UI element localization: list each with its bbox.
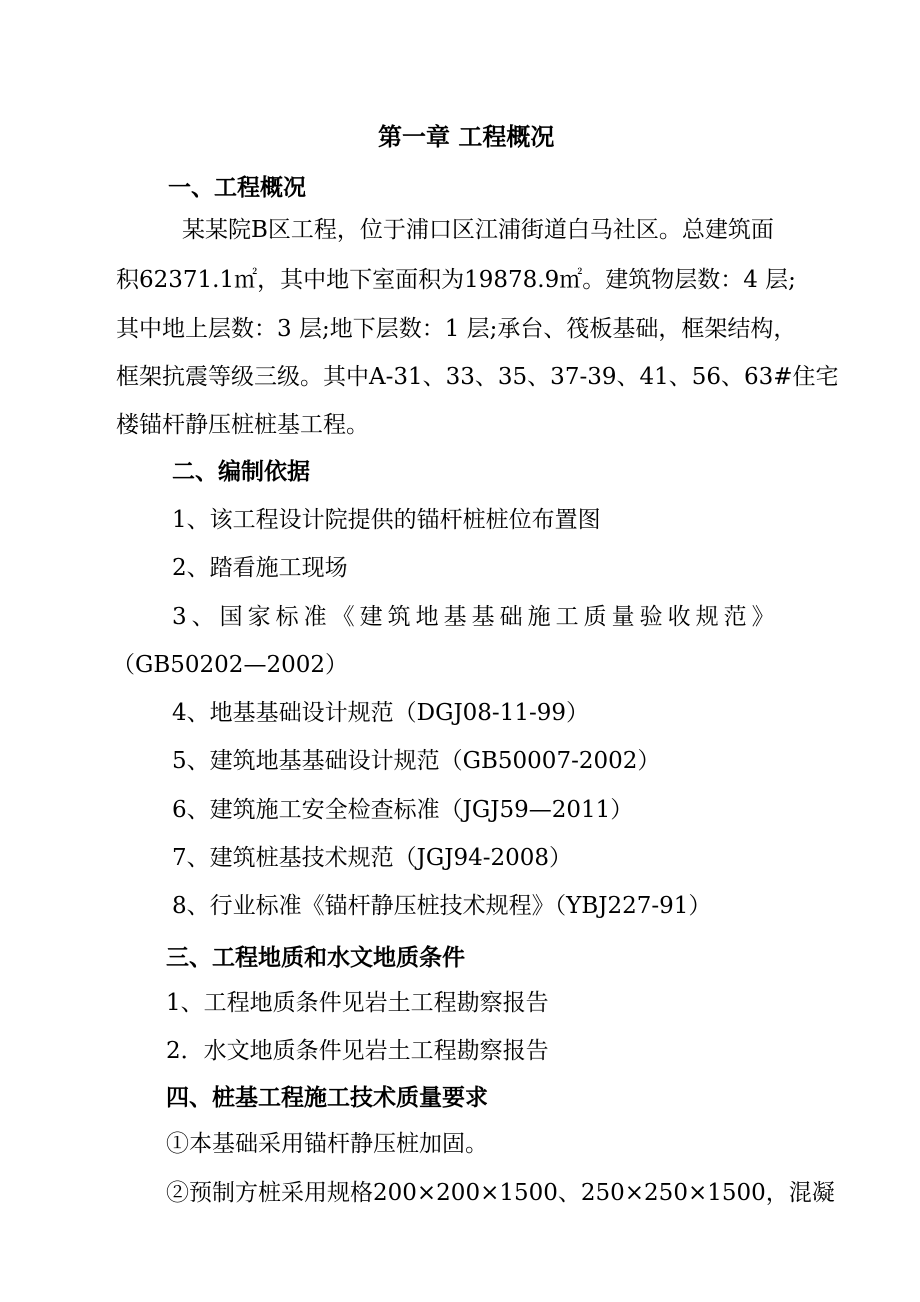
list-item: 2、踏看施工现场 bbox=[172, 555, 348, 581]
list-item: 7、建筑桩基技术规范（JGJ94-2008） bbox=[172, 845, 573, 871]
section2-heading: 二、编制依据 bbox=[172, 459, 310, 485]
section1-line-1 bbox=[182, 215, 830, 245]
list-item: ②预制方桩采用规格200×200×1500、250×250×1500，混凝 bbox=[166, 1180, 835, 1206]
list-item: ①本基础采用锚杆静压桩加固。 bbox=[166, 1131, 488, 1157]
section1-line-5: 楼锚杆静压桩桩基工程。 bbox=[116, 412, 369, 438]
list-item: 6、建筑施工安全检查标准（JGJ59—2011） bbox=[172, 797, 634, 823]
section1-heading: 一、工程概况 bbox=[168, 175, 306, 201]
section4-heading: 四、桩基工程施工技术质量要求 bbox=[166, 1085, 488, 1111]
section3-heading: 三、工程地质和水文地质条件 bbox=[166, 945, 465, 971]
list-item: 4、地基基础设计规范（DGJ08-11-99） bbox=[172, 700, 590, 726]
list-item: 5、建筑地基基础设计规范（GB50007-2002） bbox=[172, 748, 661, 774]
section1-line-4: 框架抗震等级三级。其中A-31、33、35、37-39、41、56、63#住宅 bbox=[116, 364, 839, 390]
list-item: 8、行业标准《锚杆静压桩技术规程》（YBJ227-91） bbox=[172, 893, 712, 919]
list-item: 1、该工程设计院提供的锚杆桩桩位布置图 bbox=[172, 507, 601, 533]
paragraph-text: 某某院B区工程，位于浦口区江浦街道白马社区。总建筑面 bbox=[182, 217, 774, 243]
section1-line-2: 积62371.1㎡，其中地下室面积为19878.9㎡。建筑物层数：4 层; bbox=[116, 267, 796, 293]
list-item: 2．水文地质条件见岩土工程勘察报告 bbox=[166, 1038, 549, 1064]
chapter-title: 第一章 工程概况 bbox=[378, 123, 555, 151]
list-item: （GB50202—2002） bbox=[112, 652, 348, 678]
list-item: 3、国家标准《建筑地基基础施工质量验收规范》 bbox=[172, 604, 780, 630]
list-item: 1、工程地质条件见岩土工程勘察报告 bbox=[166, 990, 549, 1016]
section1-line-3: 其中地上层数：3 层;地下层数：1 层;承台、筏板基础，框架结构， bbox=[116, 316, 797, 342]
